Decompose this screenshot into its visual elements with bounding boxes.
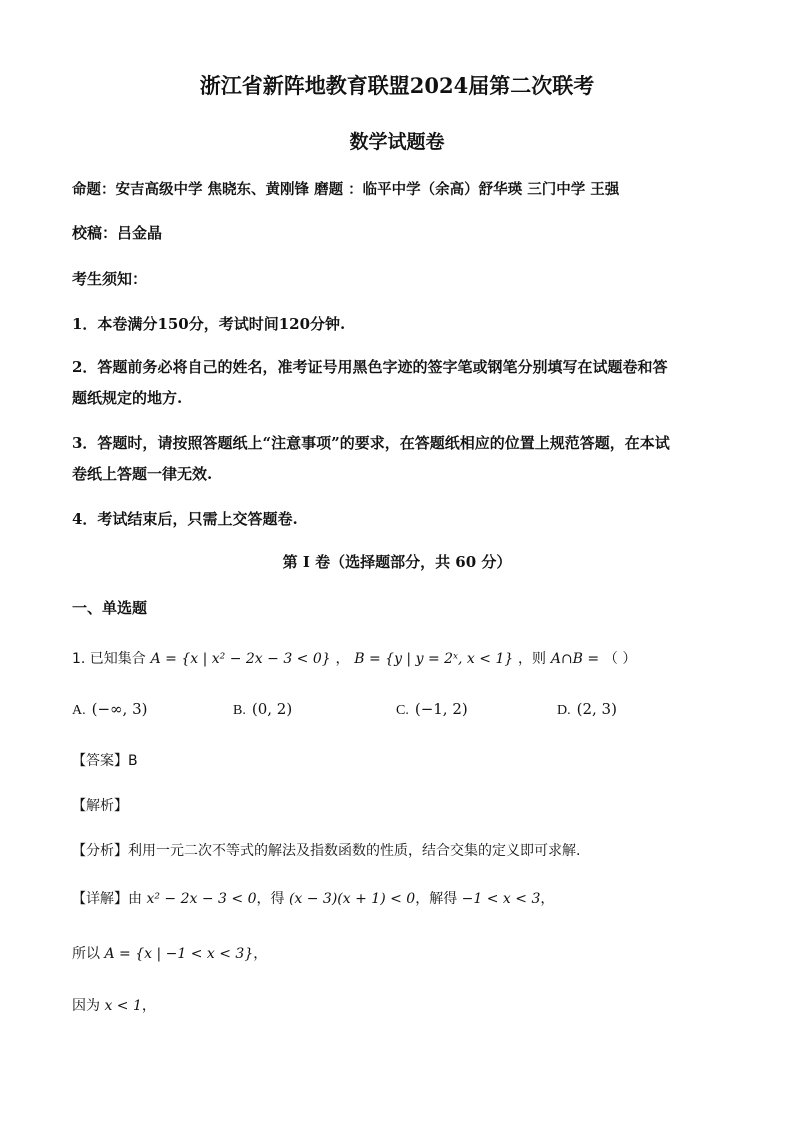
option-value: (−1, 2)	[414, 700, 468, 718]
fenxi-text: 利用一元二次不等式的解法及指数函数的性质，结合交集的定义即可求解.	[128, 843, 581, 859]
fenxi-line	[72, 840, 580, 860]
detail-text: ，	[253, 946, 268, 962]
authors-line: 命题：安吉高级中学 焦晓东、黄刚锋 磨题 ：临平中学（余高）舒华瑛 三门中学 王强	[72, 181, 620, 198]
option-a	[72, 700, 147, 719]
detail-math: (x − 3)(x + 1) < 0	[288, 891, 416, 907]
question-suffix: ，则	[518, 651, 547, 667]
detail-line-1	[72, 888, 554, 908]
page-title: 浙江省新阵地教育联盟2024届第二次联考	[199, 73, 595, 98]
part-title: 一、单选题	[72, 599, 148, 617]
detail-line-3	[72, 995, 156, 1015]
section-title: 第 I 卷（选择题部分，共 60 分）	[282, 553, 512, 571]
option-letter: A.	[72, 703, 86, 718]
detail-text: ，	[141, 998, 156, 1014]
notice-item: 3．答题时，请按照答题纸上“注意事项”的要求，在答题纸相应的位置上规范答题，在本试	[72, 434, 670, 452]
intersection-expression: A∩B =	[550, 651, 600, 667]
option-value: (0, 2)	[251, 700, 293, 718]
detail-math: A = {x | −1 < x < 3}	[104, 946, 254, 962]
detail-line-2	[72, 943, 267, 963]
option-value: (−∞, 3)	[91, 700, 148, 718]
detail-math: −1 < x < 3	[461, 891, 541, 907]
notice-item: 2．答题前务必将自己的姓名，准考证号用黑色字迹的签字笔或钢笔分别填写在试题卷和答	[72, 358, 668, 376]
option-letter: C.	[396, 703, 409, 718]
detail-text: ，解得	[415, 891, 462, 907]
detail-label: 【详解】	[72, 891, 128, 907]
option-c	[396, 700, 468, 719]
option-b	[233, 700, 292, 719]
proofreader-line: 校稿：吕金晶	[72, 224, 163, 242]
answer-value: B	[128, 753, 138, 769]
notice-heading: 考生须知：	[72, 270, 148, 288]
analysis-label: 【解析】	[72, 798, 128, 814]
detail-text: 因为	[72, 998, 105, 1014]
answer-label: 【答案】	[72, 753, 128, 769]
question-comma: ，	[335, 651, 350, 667]
notice-item: 4．考试结束后，只需上交答题卷.	[72, 510, 298, 528]
detail-text: ，	[540, 891, 555, 907]
detail-text: 由	[128, 891, 147, 907]
detail-text: ，得	[256, 891, 289, 907]
question-prefix: 1. 已知集合	[72, 651, 146, 667]
question-1	[72, 648, 636, 668]
option-letter: B.	[233, 703, 246, 718]
detail-math: x < 1	[104, 998, 142, 1014]
answer-line	[72, 750, 138, 770]
notice-item: 1．本卷满分150分，考试时间120分钟.	[72, 315, 346, 333]
fenxi-label: 【分析】	[72, 843, 128, 859]
option-d	[557, 700, 617, 719]
answer-blank: （ ）	[603, 651, 637, 667]
notice-item: 卷纸上答题一律无效.	[72, 465, 213, 483]
notice-item: 题纸规定的地方.	[72, 389, 183, 407]
detail-text: 所以	[72, 946, 105, 962]
set-b-expression: B = {y | y = 2ˣ, x < 1}	[354, 651, 514, 667]
option-letter: D.	[557, 703, 571, 718]
set-a-expression: A = {x | x² − 2x − 3 < 0}	[150, 651, 331, 667]
detail-math: x² − 2x − 3 < 0	[146, 891, 257, 907]
option-value: (2, 3)	[576, 700, 617, 718]
page-subtitle: 数学试题卷	[349, 131, 445, 153]
